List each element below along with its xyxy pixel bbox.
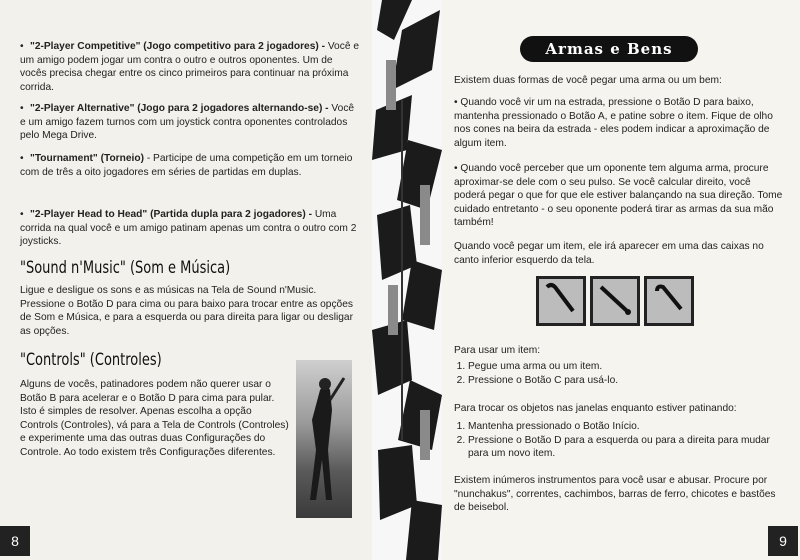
swap-steps (454, 420, 784, 461)
intro-text: Existem duas formas de você pegar uma arma ou um bem: (454, 75, 722, 86)
sound-text: Ligue e desligue os sons e as músicas na Tela de Sound n'Music. Pressione o Botão D para cima ou para baixo para trocar entre as opções de Som e Música, e para a esquerda ou para direita para ligar ou desligar as opções. (20, 285, 353, 337)
bullet-competitive: • "2-Player Competitive" (Jogo competitivo para 2 jogadores) - Você e um amigo podem jogar um contra o outro e outros oponentes. Um de vocês precisa chegar entre os cinco primeiros para continuar na próxima corrida. (20, 41, 359, 93)
item-boxes (536, 276, 694, 326)
hook-icon (651, 281, 687, 322)
bullet-alternative: • "2-Player Alternative" (Jogo para 2 jogadores alternando-se) - Você e um amigo fazem turnos com um joystick contra oponentes controlados pelo Mega Drive. (20, 103, 355, 142)
closing-text: Existem inúmeros instrumentos para você usar e abusar. Procure por "nunchakus", correntes, cachimbos, barras de ferro, chicotes e bastões de beisebol. (454, 475, 776, 514)
bullet-title: "2-Player Alternative" (Jogo para 2 jogadores alternando-se) - (30, 103, 329, 114)
use-title: Para usar um item: (454, 345, 541, 356)
sound-heading: "Sound n'Music" (Som e Música) (20, 258, 231, 278)
bullet-text: Você e um amigo fazem turnos com um joystick contra oponentes controlados pelo Mega Drive. (20, 103, 355, 142)
swap-title: Para trocar os objetos nas janelas enquanto estiver patinando: (454, 403, 737, 414)
bullet-title: "2-Player Competitive" (Jogo competitivo para 2 jogadores) - (30, 41, 325, 52)
skater-photo (296, 360, 352, 518)
list-item: 2. Pressione o Botão D para a esquerda ou para a direita para mudar para um novo item. (468, 434, 784, 461)
bullet-title: "2-Player Head to Head" (Partida dupla para 2 jogadores) - (30, 209, 312, 220)
item-box-bar (590, 276, 640, 326)
right-page (442, 0, 800, 560)
bullet-opponent: • Quando você perceber que um oponente tem alguma arma, procure aproximar-se dele com o seu pulso. Se você calcular direito, você poderá pegar o que for que ele estiver balançando na sua direção. Tome cuidado entretanto - o seu oponente poderá tirar as armas da sua mão também! (454, 163, 783, 229)
bullet-tournament: • "Tournament" (Torneio) - Participe de uma competição em um torneio com de três a oito jogadores em séries de partidas em duplas. (20, 153, 353, 178)
left-page (0, 0, 372, 560)
pipe-icon (543, 281, 579, 322)
bullet-text: Quando você vir um na estrada, pressione o Botão D para baixo, mantenha pressionado o Botão A, e patine sobre o item. Fique de olho nos cones na beira da estrada - eles podem indicar a aproximação de algum item. (454, 97, 773, 149)
bullet-text: - Participe de uma competição em um torneio com de três a oito jogadores em séries de partidas em duplas. (20, 153, 353, 178)
bullet-road: • Quando você vir um na estrada, pressione o Botão D para baixo, mantenha pressionado o Botão A, e patine sobre o item. Fique de olho nos cones na beira da estrada - eles podem indicar a aproximação de algum item. (454, 97, 773, 149)
bullet-text: Você e um amigo podem jogar um contra o outro e outros oponentes. Um de vocês precisa chegar entre os cinco primeiros para continuar na próxima corrida. (20, 41, 359, 93)
item-display-text: Quando você pegar um item, ele irá aparecer em uma das caixas no canto inferior esquerdo da tela. (454, 241, 764, 266)
bullet-title: "Tournament" (Torneio) (30, 153, 144, 164)
list-item: 1. Mantenha pressionado o Botão Início. (468, 420, 784, 434)
section-banner: Armas e Bens (520, 36, 698, 62)
list-item: 1. Pegue uma arma ou um item. (468, 360, 784, 374)
iron-bar-icon (597, 281, 633, 322)
controls-heading: "Controls" (Controles) (20, 350, 162, 370)
controls-text: Alguns de vocês, patinadores podem não querer usar o Botão B para acelerar e o Botão D para cima para pular. Isto é simples de resolver. Apenas escolha a opção Controls (Controles), vá para a Tela de Controls (Controles) e experimente uma das outras duas Configurações do Controle. Ao todo existem três Configurações diferentes. (20, 379, 289, 458)
use-steps (454, 360, 784, 387)
item-box-pipe (536, 276, 586, 326)
bullet-head-to-head: • "2-Player Head to Head" (Partida dupla para 2 jogadores) - Uma corrida na qual você e um amigo patinam apenas um contra o outro com 2 joysticks. (20, 209, 357, 248)
list-item: 2. Pressione o Botão C para usá-lo. (468, 374, 784, 388)
bullet-text: Uma corrida na qual você e um amigo patinam apenas um contra o outro com 2 joysticks. (20, 209, 357, 248)
page-number-right: 9 (768, 526, 798, 556)
item-box-hook (644, 276, 694, 326)
decorative-divider (372, 0, 442, 560)
bullet-text: Quando você perceber que um oponente tem alguma arma, procure aproximar-se dele com o seu pulso. Se você calcular direito, você poderá pegar o que for que ele estiver balançando na sua direção. Tome cuidado entretanto - o seu oponente poderá tirar as armas da sua mão também! (454, 163, 783, 229)
page-number-left: 8 (0, 526, 30, 556)
